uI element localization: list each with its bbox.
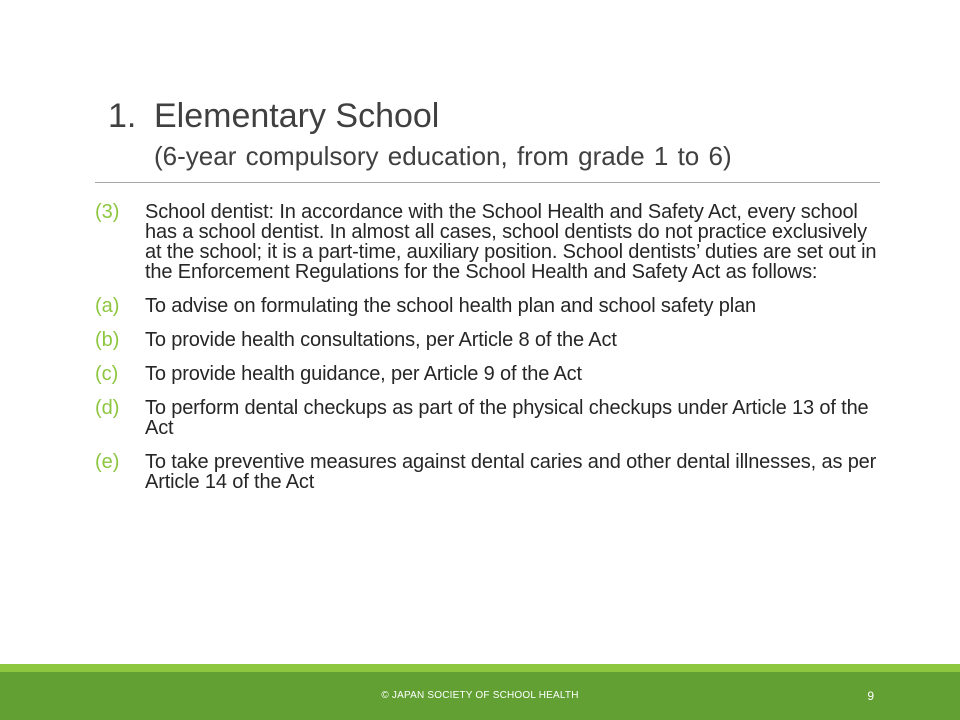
list-item-text: To advise on formulating the school health plan and school safety plan xyxy=(145,295,757,317)
list-item-text: To provide health guidance, per Article 9 of the Act xyxy=(145,363,582,385)
list-item-text: School dentist: In accordance with the School Health and Safety Act, every school has a school dentist. In almost all cases, school dentists do not practice exclusively at the school; it is a part-time, auxiliary position. School dentists’ duties are set out in the Enforcement Regulations for the School Health and Safety Act as follows: xyxy=(145,201,877,283)
list-item-text: To take preventive measures against dental caries and other dental illnesses, as per Article 14 of the Act xyxy=(145,451,877,493)
page-number: 9 xyxy=(867,689,874,703)
content-list xyxy=(95,202,885,506)
slide-title xyxy=(108,96,888,172)
list-marker: (c) xyxy=(95,363,119,385)
list-item-text: To provide health consultations, per Article 8 of the Act xyxy=(145,329,617,351)
title-subheading: (6-year compulsory education, from grade 1 to 6) xyxy=(154,141,732,171)
title-divider xyxy=(95,182,880,183)
list-item-e xyxy=(95,452,885,492)
list-marker: (a) xyxy=(95,295,120,317)
list-item-d xyxy=(95,398,885,438)
list-marker: (e) xyxy=(95,451,120,473)
title-number: 1. xyxy=(108,97,137,135)
list-item-c xyxy=(95,364,885,384)
footer-accent-stripe xyxy=(0,664,960,672)
title-heading: Elementary School xyxy=(154,97,440,135)
list-item-3 xyxy=(95,202,885,282)
slide-footer xyxy=(0,664,960,720)
footer-copyright: © JAPAN SOCIETY OF SCHOOL HEALTH xyxy=(381,690,579,701)
title-heading-line xyxy=(108,96,888,136)
list-item-a xyxy=(95,296,885,316)
list-marker: (b) xyxy=(95,329,120,351)
list-item-text: To perform dental checkups as part of the physical checkups under Article 13 of the Act xyxy=(145,397,869,439)
list-item-b xyxy=(95,330,885,350)
list-marker: (3) xyxy=(95,201,120,223)
list-marker: (d) xyxy=(95,397,120,419)
